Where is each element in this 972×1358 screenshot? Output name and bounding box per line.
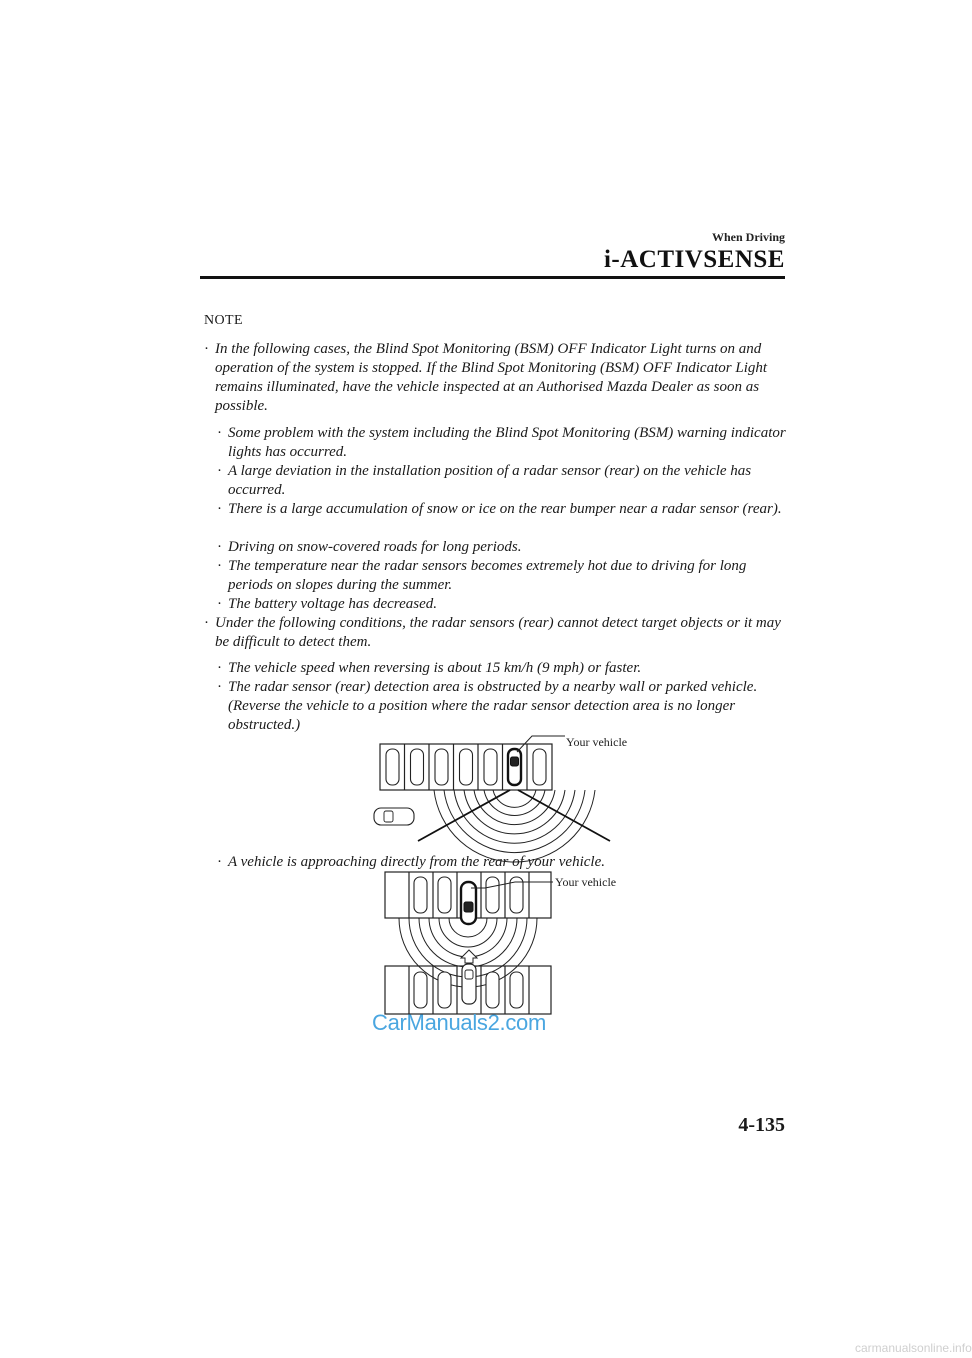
list-item: The battery voltage has decreased. bbox=[228, 596, 437, 612]
bullet-marker: · bbox=[217, 660, 222, 676]
approaching-car bbox=[461, 950, 477, 1004]
bullet-marker: · bbox=[217, 425, 222, 441]
bullet-marker: · bbox=[217, 501, 222, 517]
header-rule bbox=[200, 276, 785, 279]
approaching-car bbox=[374, 790, 610, 841]
list-item: The radar sensor (rear) detection area is obstructed by a nearby wall or parked vehicle. (Reverse the vehicle to a position where the radar sensor detection area is no longer obstructed.) bbox=[228, 679, 758, 733]
section-heading: When Driving bbox=[711, 230, 785, 244]
note-paragraph-bsm-off: In the following cases, the Blind Spot Monitoring (BSM) OFF Indicator Light turns on and operation of the system is stopped. If the Blind Spot Monitoring (BSM) OFF Indicator Light remains illuminated, have the vehicle inspected at an Authorised Mazda Dealer as soon as possible. bbox=[215, 341, 768, 414]
list-item: The temperature near the radar sensors becomes extremely hot due to driving for long periods on slopes during the summer. bbox=[228, 558, 747, 593]
watermark-footer: carmanualsonline.info bbox=[855, 1341, 972, 1355]
bullet-marker: · bbox=[217, 539, 222, 555]
list-item: Some problem with the system including the Blind Spot Monitoring (BSM) warning indicator lights has occurred. bbox=[228, 425, 786, 460]
callout-your-vehicle: Your vehicle bbox=[566, 735, 628, 749]
bullet-marker: · bbox=[204, 615, 209, 631]
bullet-marker: · bbox=[204, 341, 209, 357]
list-item: The vehicle speed when reversing is about 15 km/h (9 mph) or faster. bbox=[228, 660, 642, 676]
radar-detection-arcs bbox=[434, 790, 595, 862]
callout-your-vehicle: Your vehicle bbox=[555, 875, 617, 889]
watermark-logo: CarManuals2.com bbox=[372, 1010, 547, 1035]
list-item: Driving on snow-covered roads for long periods. bbox=[228, 539, 522, 555]
note-title: NOTE bbox=[204, 313, 243, 328]
note-paragraph-detection: Under the following conditions, the radar sensors (rear) cannot detect target objects or it may be difficult to detect them. bbox=[215, 615, 781, 650]
rear-approach-figure bbox=[365, 868, 635, 1018]
bullet-marker: · bbox=[217, 854, 222, 870]
chapter-title: i-ACTIVSENSE bbox=[603, 246, 785, 273]
your-vehicle bbox=[508, 749, 521, 785]
bullet-marker: · bbox=[217, 463, 222, 479]
page-number: 4-135 bbox=[738, 1114, 785, 1136]
list-item: A vehicle is approaching directly from the rear of your vehicle. bbox=[228, 854, 605, 870]
list-item: A large deviation in the installation position of a radar sensor (rear) on the vehicle has occurred. bbox=[228, 463, 752, 498]
bullet-marker: · bbox=[217, 679, 222, 695]
parking-row-reversing-figure bbox=[360, 728, 650, 850]
bullet-marker: · bbox=[217, 558, 222, 574]
list-item: There is a large accumulation of snow or ice on the rear bumper near a radar sensor (rear). bbox=[228, 501, 782, 517]
bullet-marker: · bbox=[217, 596, 222, 612]
